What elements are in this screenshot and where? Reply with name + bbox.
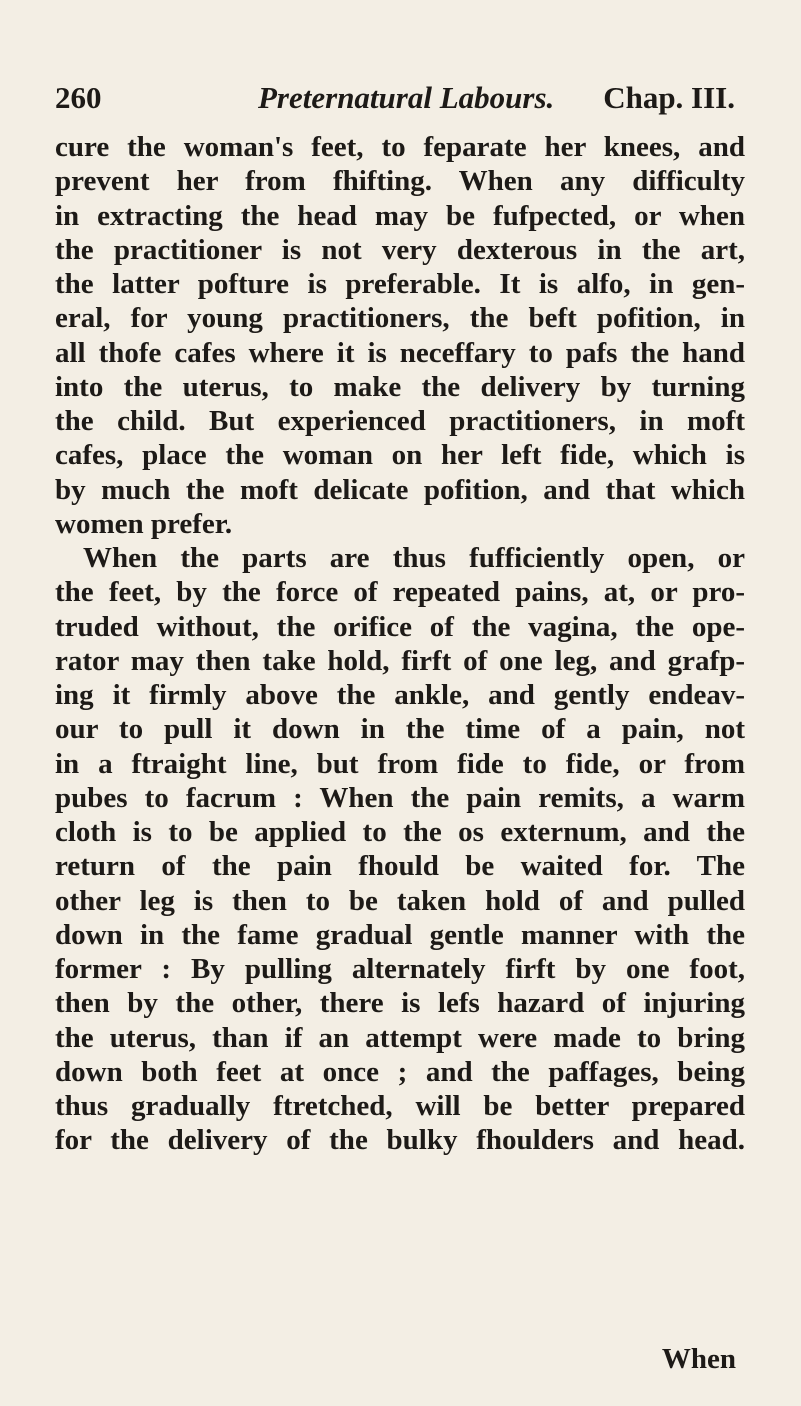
text-line: other leg is then to be taken hold of and pulled bbox=[55, 884, 745, 917]
text-line: ing it firmly above the ankle, and gently endeav- bbox=[55, 679, 745, 711]
text-line: cure the woman's feet, to feparate her knees, and bbox=[55, 131, 745, 163]
body-text bbox=[55, 130, 745, 1158]
text-line: cafes, place the woman on her left fide, which is bbox=[55, 439, 745, 472]
text-line: down both feet at once ; and the paffages, being bbox=[55, 1055, 745, 1088]
text-line: our to pull it down in the time of a pain, not bbox=[55, 713, 745, 746]
running-title: Preternatural Labours. bbox=[258, 80, 555, 115]
text-line: in a ftraight line, but from fide to fide, or from bbox=[55, 747, 745, 780]
text-line: the feet, by the force of repeated pains, at, or pro- bbox=[55, 576, 745, 609]
text-line: prevent her from fhifting. When any difficulty bbox=[55, 165, 745, 198]
text-line: return of the pain fhould be waited for. The bbox=[55, 850, 745, 883]
text-line: the latter pofture is preferable. It is alfo, in gen- bbox=[55, 268, 745, 300]
text-line: then by the other, there is lefs hazard of injuring bbox=[55, 987, 745, 1020]
text-line: former : By pulling alternately firft by one foot, bbox=[55, 953, 745, 985]
page-number: 260 bbox=[55, 80, 102, 115]
text-line: in extracting the head may be fufpected, or when bbox=[55, 199, 745, 232]
text-line: rator may then take hold, firft of one leg, and grafp- bbox=[55, 644, 745, 677]
text-line: the uterus, than if an attempt were made to bring bbox=[55, 1021, 745, 1054]
text-line: When the parts are thus fufficiently open, or bbox=[83, 542, 745, 574]
text-line: the practitioner is not very dexterous in the art, bbox=[55, 233, 745, 266]
text-line: thus gradually ftretched, will be better prepared bbox=[55, 1090, 745, 1122]
text-line: pubes to facrum : When the pain remits, a warm bbox=[55, 781, 745, 814]
text-line: for the delivery of the bulky fhoulders and head. bbox=[55, 1124, 745, 1157]
text-line: women prefer. bbox=[55, 507, 233, 540]
text-line: eral, for young practitioners, the beft pofition, in bbox=[55, 302, 745, 335]
text-line: all thofe cafes where it is neceffary to pafs the hand bbox=[55, 336, 745, 369]
catchword: When bbox=[661, 1343, 736, 1375]
text-line: truded without, the orifice of the vagina, the ope- bbox=[55, 610, 745, 643]
text-line: down in the fame gradual gentle manner with the bbox=[55, 918, 745, 951]
text-line: the child. But experienced practitioners, in moft bbox=[55, 405, 745, 437]
text-line: cloth is to be applied to the os externum, and the bbox=[55, 816, 745, 848]
text-line: into the uterus, to make the delivery by turning bbox=[55, 370, 745, 403]
text-line: by much the moft delicate pofition, and that which bbox=[55, 473, 745, 506]
chapter-label: Chap. III. bbox=[603, 80, 735, 115]
page-header bbox=[55, 76, 745, 120]
